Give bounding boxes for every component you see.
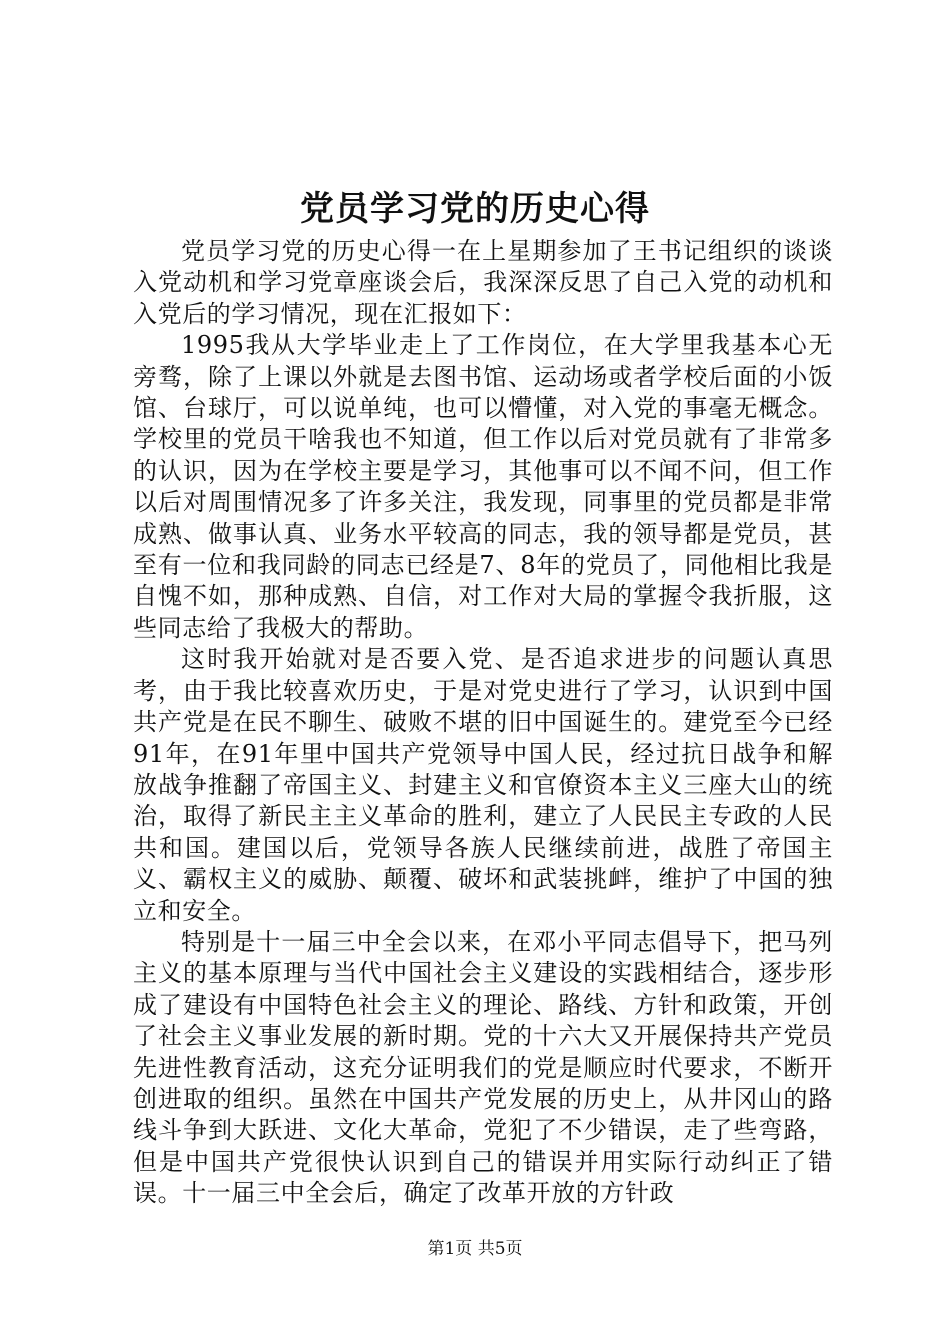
document-body xyxy=(133,236,833,1210)
paragraph-3: 这时我开始就对是否要入党、是否追求进步的问题认真思考，由于我比较喜欢历史，于是对党史进行了学习，认识到中国共产党是在民不聊生、破败不堪的旧中国诞生的。建党至今已经91年，在91年里中国共产党领导中国人民，经过抗日战争和解放战争推翻了帝国主义、封建主义和官僚资本主义三座大山的统治，取得了新民主主义革命的胜利，建立了人民民主专政的人民共和国。建国以后，党领导各族人民继续前进，战胜了帝国主义、霸权主义的威胁、颠覆、破坏和武装挑衅，维护了中国的独立和安全。 xyxy=(133,645,833,925)
paragraph-2: 1995我从大学毕业走上了工作岗位，在大学里我基本心无旁骛，除了上课以外就是去图书馆、运动场或者学校后面的小饭馆、台球厅，可以说单纯，也可以懵懂，对入党的事毫无概念。学校里的党员干啥我也不知道，但工作以后对党员就有了非常多的认识，因为在学校主要是学习，其他事可以不闻不问，但工作以后对周围情况多了许多关注，我发现，同事里的党员都是非常成熟、做事认真、业务水平较高的同志，我的领导都是党员，甚至有一位和我同龄的同志已经是7、8年的党员了，同他相比我是自愧不如，那种成熟、自信，对工作对大局的掌握令我折服，这些同志给了我极大的帮助。 xyxy=(133,331,833,642)
page-number-footer: 第1页 共5页 xyxy=(427,1239,523,1259)
paragraph-4: 特别是十一届三中全会以来，在邓小平同志倡导下，把马列主义的基本原理与当代中国社会主义建设的实践相结合，逐步形成了建设有中国特色社会主义的理论、路线、方针和政策，开创了社会主义事业发展的新时期。党的十六大又开展保持共产党员先进性教育活动，这充分证明我们的党是顺应时代要求，不断开创进取的组织。虽然在中国共产党发展的历史上，从井冈山的路线斗争到大跃进、文化大革命，党犯了不少错误，走了些弯路，但是中国共产党很快认识到自己的错误并用实际行动纠正了错误。十一届三中全会后，确定了改革开放的方针政 xyxy=(133,927,833,1208)
paragraph-1: 党员学习党的历史心得一在上星期参加了王书记组织的谈谈入党动机和学习党章座谈会后，我深深反思了自己入党的动机和入党后的学习情况，现在汇报如下： xyxy=(133,237,833,328)
document-title: 党员学习党的历史心得 xyxy=(300,189,650,229)
